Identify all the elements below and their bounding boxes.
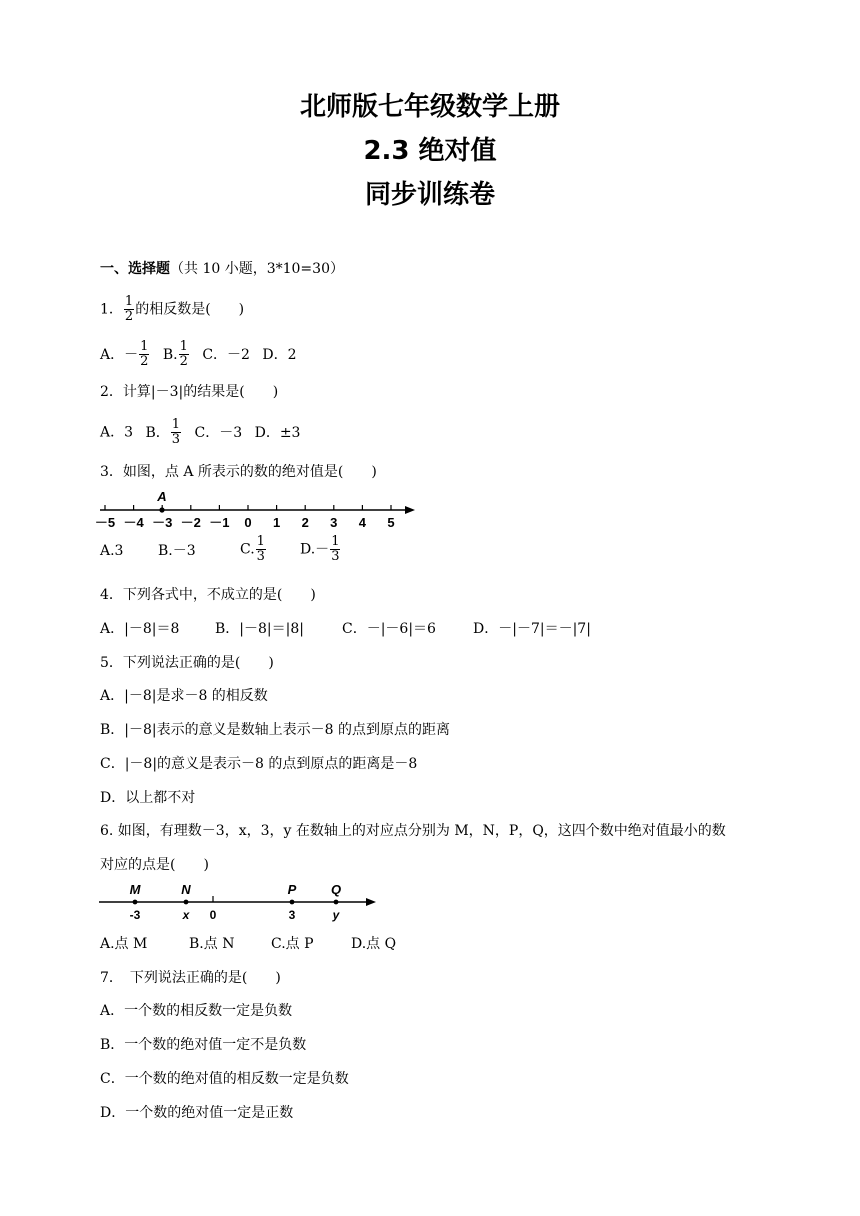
fraction-numerator: 1 bbox=[171, 417, 181, 432]
option-b-fraction bbox=[179, 340, 189, 369]
title-line-2: 2.3 绝对值 bbox=[363, 136, 497, 166]
point-p-label: P bbox=[287, 882, 297, 897]
option-d-fraction bbox=[330, 535, 340, 564]
q5-option-d: D．以上都不对 bbox=[100, 790, 196, 806]
point-q-dot bbox=[334, 900, 339, 905]
q4-option-c: C．－|－6|＝6 bbox=[342, 621, 436, 637]
q3-number-line bbox=[95, 485, 425, 533]
title-line-1: 北师版七年级数学上册 bbox=[299, 92, 560, 122]
fraction-numerator: 1 bbox=[256, 534, 265, 549]
fraction-denominator: 2 bbox=[140, 354, 149, 369]
q4-option-a: A．|－8|＝8 bbox=[100, 621, 180, 637]
q1-option-b bbox=[162, 339, 190, 369]
question-2-options bbox=[100, 418, 300, 447]
tick-label: 1 bbox=[272, 515, 281, 530]
question-1-stem bbox=[100, 295, 244, 324]
section-heading bbox=[100, 259, 344, 279]
q2-option-c: C．－3 bbox=[194, 424, 243, 441]
option-b-prefix: B. bbox=[162, 346, 178, 363]
arrow-icon bbox=[366, 898, 376, 906]
q2-option-d: D．±3 bbox=[254, 424, 301, 441]
q1-fraction bbox=[124, 295, 134, 324]
tick-label-m: -3 bbox=[129, 908, 141, 922]
q5-option-c: C．|－8|的意义是表示－8 的点到原点的距离是－8 bbox=[100, 756, 418, 772]
point-q-label: Q bbox=[330, 882, 342, 897]
tick-label-p: 3 bbox=[288, 908, 296, 922]
point-n-label: N bbox=[181, 882, 191, 897]
q1-stem-text: 的相反数是( ) bbox=[135, 301, 245, 318]
q1-option-c: C．－2 bbox=[202, 346, 250, 363]
q5-option-b: B．|－8|表示的意义是数轴上表示－8 的点到原点的距离 bbox=[100, 722, 450, 738]
q6-option-d: D.点 Q bbox=[351, 936, 397, 952]
section-note: （共 10 小题，3*10=30） bbox=[170, 261, 344, 277]
point-n-dot bbox=[184, 900, 189, 905]
question-2-stem: 2．计算|－3|的结果是( ) bbox=[100, 384, 279, 400]
q1-number: 1． bbox=[100, 301, 123, 318]
q6-number-line bbox=[95, 880, 385, 926]
tick-label: 2 bbox=[301, 515, 309, 530]
q3-option-d bbox=[300, 535, 341, 564]
q6-option-b: B.点 N bbox=[189, 936, 235, 952]
question-5-stem: 5．下列说法正确的是( ) bbox=[100, 655, 274, 671]
question-4-stem: 4．下列各式中，不成立的是( ) bbox=[100, 587, 316, 603]
q1-option-a bbox=[100, 339, 150, 369]
q6-option-c: C.点 P bbox=[271, 936, 314, 952]
fraction-numerator: 1 bbox=[179, 339, 188, 354]
tick-label: 0 bbox=[244, 515, 252, 530]
q4-option-b: B．|－8|＝|8| bbox=[215, 621, 304, 637]
tick-label-q: y bbox=[332, 908, 340, 922]
section-title: 一、选择题 bbox=[100, 261, 170, 277]
q7-option-c: C．一个数的绝对值的相反数一定是负数 bbox=[100, 1071, 349, 1087]
q2-option-a: A．3 bbox=[100, 424, 134, 441]
tick-label-n: x bbox=[182, 908, 190, 922]
tick-label: －3 bbox=[152, 515, 173, 530]
tick-label: －5 bbox=[95, 515, 116, 530]
point-m-dot bbox=[133, 900, 138, 905]
fraction-denominator: 3 bbox=[256, 549, 265, 564]
q3-option-b: B.－3 bbox=[158, 543, 196, 559]
tick-label: 3 bbox=[330, 515, 338, 530]
option-b-fraction bbox=[171, 418, 181, 447]
q1-option-d: D．2 bbox=[262, 346, 297, 363]
q7-option-b: B．一个数的绝对值一定不是负数 bbox=[100, 1037, 307, 1053]
fraction-numerator: 1 bbox=[124, 294, 134, 309]
point-a-dot bbox=[159, 507, 164, 512]
option-b-prefix: B． bbox=[145, 424, 170, 441]
option-a-fraction bbox=[139, 340, 149, 369]
tick-label: －1 bbox=[209, 515, 230, 530]
tick-label: 4 bbox=[358, 515, 367, 530]
question-1-options bbox=[100, 340, 297, 369]
fraction-numerator: 1 bbox=[331, 534, 340, 549]
question-3-stem: 3．如图，点 A 所表示的数的绝对值是( ) bbox=[100, 464, 377, 480]
fraction-denominator: 3 bbox=[331, 549, 340, 564]
point-a-label: A bbox=[157, 489, 167, 504]
tick-label-origin: 0 bbox=[209, 908, 217, 922]
question-6-stem-line-1: 6. 如图，有理数－3，x，3，y 在数轴上的对应点分别为 M，N，P，Q，这四个数中绝对值最小的数 bbox=[100, 823, 726, 839]
q3-option-a: A.3 bbox=[100, 543, 124, 559]
question-7-stem: 7． 下列说法正确的是( ) bbox=[100, 970, 281, 986]
tick-label: －2 bbox=[180, 515, 201, 530]
option-a-prefix: A．－ bbox=[100, 346, 139, 363]
option-d-prefix: D.－ bbox=[300, 541, 330, 558]
fraction-denominator: 2 bbox=[124, 309, 134, 324]
fraction-denominator: 2 bbox=[179, 354, 188, 369]
fraction-numerator: 1 bbox=[140, 339, 149, 354]
q5-option-a: A．|－8|是求－8 的相反数 bbox=[100, 688, 268, 704]
title-line-3: 同步训练卷 bbox=[364, 180, 495, 210]
q2-option-b bbox=[145, 417, 182, 447]
q3-option-c bbox=[240, 535, 267, 564]
point-m-label: M bbox=[129, 882, 141, 897]
question-6-stem-line-2: 对应的点是( ) bbox=[100, 857, 209, 873]
option-c-prefix: C. bbox=[240, 541, 255, 558]
q7-option-d: D．一个数的绝对值一定是正数 bbox=[100, 1105, 294, 1121]
tick-label: －4 bbox=[123, 515, 144, 530]
tick-label: 5 bbox=[387, 515, 395, 530]
fraction-denominator: 3 bbox=[171, 432, 181, 447]
point-p-dot bbox=[290, 900, 295, 905]
q4-option-d: D．－|－7|＝－|7| bbox=[473, 621, 591, 637]
q7-option-a: A．一个数的相反数一定是负数 bbox=[100, 1003, 293, 1019]
arrow-icon bbox=[405, 506, 415, 514]
q6-option-a: A.点 M bbox=[100, 936, 148, 952]
number-line-ticks bbox=[95, 505, 395, 530]
option-c-fraction bbox=[256, 535, 266, 564]
